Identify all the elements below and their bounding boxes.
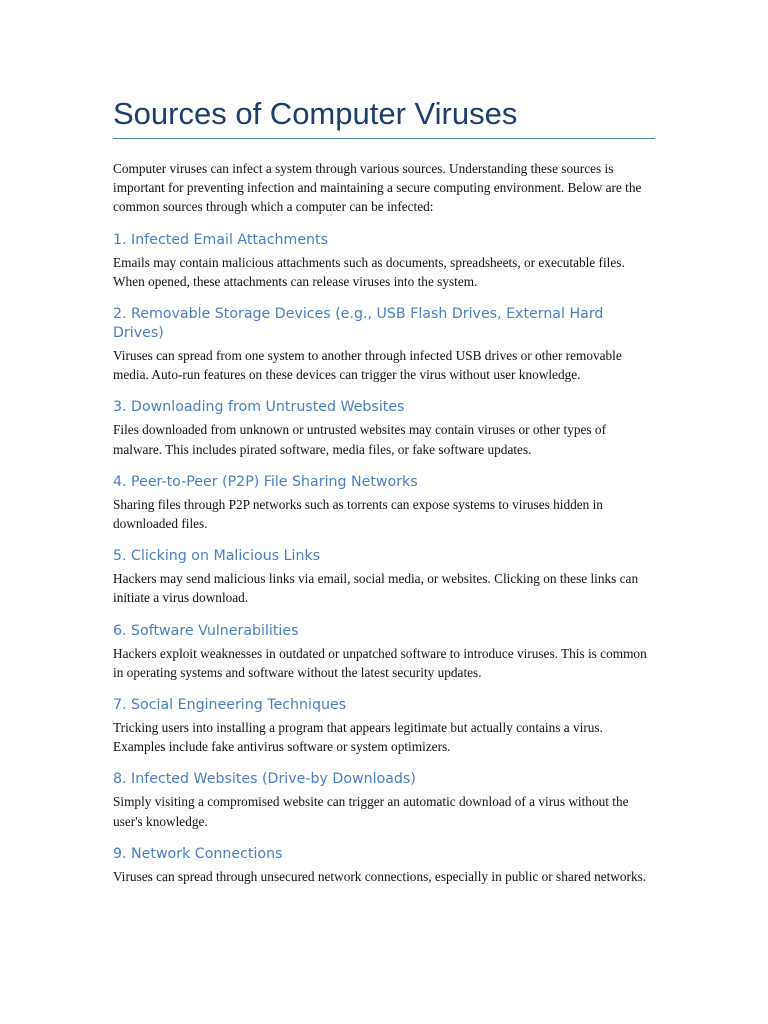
section-body: Viruses can spread through unsecured network connections, especially in public or shared networks.: [113, 868, 647, 884]
section-heading: 3. Downloading from Untrusted Websites: [113, 399, 405, 416]
section-heading: 9. Network Connections: [113, 845, 283, 862]
intro-paragraph: Computer viruses can infect a system through various sources. Understanding these sources is important for preventing infection and maintaining a secure computing environment. Below are the common sources through which a computer can be infected:: [113, 161, 642, 215]
section-body: Hackers exploit weaknesses in outdated or unpatched software to introduce viruses. This is common in operating systems and software without the latest security updates.: [113, 645, 647, 680]
section-heading: 2. Removable Storage Devices (e.g., USB Flash Drives, External Hard Drives): [113, 306, 604, 342]
section-infected-websites: [113, 770, 655, 830]
page-title: Sources of Computer Viruses: [113, 92, 655, 139]
section-heading: 8. Infected Websites (Drive-by Downloads): [113, 771, 416, 788]
section-body: Emails may contain malicious attachments such as documents, spreadsheets, or executable files. When opened, these attachments can release viruses into the system.: [113, 254, 625, 289]
section-heading: 4. Peer-to-Peer (P2P) File Sharing Networks: [113, 473, 418, 490]
section-heading: 6. Software Vulnerabilities: [113, 622, 299, 639]
section-social-engineering: [113, 696, 655, 756]
document-page: [113, 92, 655, 886]
section-body: Simply visiting a compromised website can trigger an automatic download of a virus without the user's knowledge.: [113, 794, 629, 829]
section-p2p-networks: [113, 473, 655, 533]
section-body: Tricking users into installing a program that appears legitimate but actually contains a virus. Examples include fake antivirus software or system optimizers.: [113, 720, 603, 755]
section-heading: 7. Social Engineering Techniques: [113, 697, 347, 714]
section-body: Hackers may send malicious links via email, social media, or websites. Clicking on these links can initiate a virus download.: [113, 571, 639, 606]
section-malicious-links: [113, 547, 655, 607]
section-heading: 1. Infected Email Attachments: [113, 231, 328, 248]
section-email-attachments: [113, 231, 655, 291]
section-network-connections: [113, 845, 655, 886]
section-body: Viruses can spread from one system to another through infected USB drives or other removable media. Auto-run features on these devices can trigger the virus without user knowledge.: [113, 348, 622, 383]
section-untrusted-websites: [113, 398, 655, 458]
section-heading: 5. Clicking on Malicious Links: [113, 548, 321, 565]
section-removable-storage: [113, 305, 655, 384]
section-software-vulnerabilities: [113, 622, 655, 682]
section-body: Files downloaded from unknown or untrusted websites may contain viruses or other types of malware. This includes pirated software, media files, or fake software updates.: [113, 422, 607, 457]
section-body: Sharing files through P2P networks such as torrents can expose systems to viruses hidden in downloaded files.: [113, 496, 603, 532]
